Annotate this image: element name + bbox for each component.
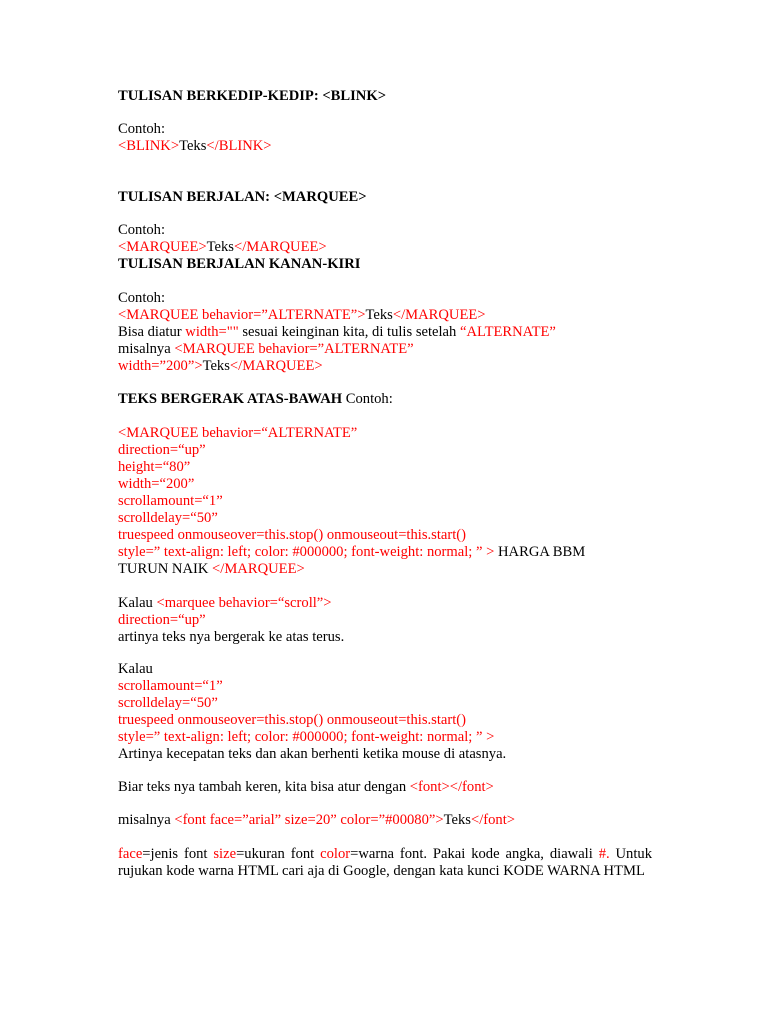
code-snippet: scrolldelay=“50”: [118, 510, 218, 526]
body-text: artinya teks nya bergerak ke atas terus.: [118, 629, 345, 645]
code-snippet: </font>: [470, 812, 515, 828]
code-snippet: </MARQUEE>: [233, 239, 327, 255]
code-snippet: </MARQUEE>: [392, 307, 486, 323]
code-snippet: <font face=”arial” size=20” color=”#00080”>: [174, 812, 444, 828]
body-text: sesuai keinginan kita, di tulis setelah: [238, 324, 460, 340]
code-snippet: </MARQUEE>: [229, 358, 323, 374]
body-text: =ukuran font: [236, 846, 321, 862]
code-snippet: width=”200”>: [118, 358, 203, 374]
code-snippet: </BLINK>: [206, 138, 272, 154]
code-snippet: <font></font>: [409, 779, 494, 795]
body-text: TULISAN BERJALAN: <MARQUEE>: [118, 189, 367, 205]
code-snippet: <MARQUEE>: [118, 239, 207, 255]
code-snippet: <BLINK>: [118, 138, 180, 154]
text-line: [118, 544, 585, 561]
code-snippet: style=” text-align: left; color: #000000; font-weight: normal; ” >: [118, 544, 495, 560]
body-text: TULISAN BERKEDIP-KEDIP: <BLINK>: [118, 88, 387, 104]
code-snippet: width="": [185, 324, 239, 340]
code-snippet: height=“80”: [118, 459, 191, 475]
code-snippet: <MARQUEE behavior=”ALTERNATE”: [174, 341, 414, 357]
text-line: [118, 729, 494, 746]
text-line: [118, 527, 466, 544]
text-line: [118, 121, 165, 138]
code-snippet: style=” text-align: left; color: #000000; font-weight: normal; ” >: [118, 729, 495, 745]
code-snippet: </MARQUEE>: [212, 561, 305, 577]
text-line: [118, 88, 386, 105]
body-text: Biar teks nya tambah keren, kita bisa atur dengan: [118, 779, 410, 795]
code-snippet: scrollamount=“1”: [118, 493, 223, 509]
code-snippet: #.: [598, 846, 610, 862]
body-text: Contoh:: [118, 290, 166, 306]
code-snippet: <MARQUEE behavior=“ALTERNATE”: [118, 425, 358, 441]
body-text: TURUN NAIK: [118, 561, 213, 577]
body-text: Contoh:: [118, 222, 166, 238]
body-text: Contoh:: [118, 121, 166, 137]
text-line: [118, 812, 515, 829]
text-line: [118, 779, 494, 796]
body-text: Contoh:: [342, 391, 393, 407]
text-line: [118, 476, 194, 493]
code-snippet: scrolldelay=“50”: [118, 695, 218, 711]
body-text: Teks: [365, 307, 393, 323]
text-line: [118, 510, 218, 527]
text-line: [118, 678, 223, 695]
body-text: Bisa diatur: [118, 324, 186, 340]
code-snippet: size: [213, 846, 237, 862]
text-line: [118, 493, 223, 510]
code-snippet: <MARQUEE behavior=”ALTERNATE”>: [118, 307, 366, 323]
code-snippet: face: [118, 846, 143, 862]
code-snippet: “ALTERNATE”: [459, 324, 556, 340]
text-line: [118, 595, 332, 612]
text-line: [118, 358, 323, 375]
code-snippet: <marquee behavior=“scroll”>: [156, 595, 332, 611]
body-text: misalnya: [118, 341, 175, 357]
code-snippet: scrollamount=“1”: [118, 678, 223, 694]
body-text: Teks: [179, 138, 207, 154]
body-text: Kalau: [118, 595, 157, 611]
code-snippet: direction=“up”: [118, 612, 206, 628]
text-line: [118, 561, 305, 578]
body-text: =jenis font: [142, 846, 214, 862]
body-text: Teks: [202, 358, 230, 374]
code-snippet: color: [320, 846, 351, 862]
body-text: HARGA BBM: [494, 544, 586, 560]
body-text: Untuk rujukan kode warna HTML cari aja di Google, dengan kata kunci KODE WARNA HTML: [118, 846, 653, 879]
text-line: [118, 612, 206, 629]
body-text: TULISAN BERJALAN KANAN-KIRI: [118, 256, 361, 272]
text-line: [118, 341, 414, 358]
text-line: [118, 442, 206, 459]
text-line: [118, 189, 367, 206]
text-line: [118, 712, 466, 729]
body-text: TEKS BERGERAK ATAS-BAWAH: [118, 391, 343, 407]
text-line: [118, 746, 506, 763]
code-snippet: direction=“up”: [118, 442, 206, 458]
text-line: [118, 290, 165, 307]
body-text: Artinya kecepatan teks dan akan berhenti ketika mouse di atasnya.: [118, 746, 507, 762]
text-line: [118, 425, 357, 442]
text-line: [118, 256, 360, 273]
body-text: Teks: [206, 239, 234, 255]
text-line: [118, 138, 272, 155]
code-snippet: width=“200”: [118, 476, 195, 492]
body-text: Kalau: [118, 661, 153, 677]
text-line: [118, 661, 153, 678]
code-snippet: truespeed onmouseover=this.stop() onmouseout=this.start(): [118, 527, 467, 543]
text-line: [118, 695, 218, 712]
body-text: =warna font. Pakai kode angka, diawali: [350, 846, 599, 862]
text-line: [118, 222, 165, 239]
text-line: [118, 324, 556, 341]
body-text: misalnya: [118, 812, 175, 828]
text-line: [118, 391, 393, 408]
text-line: [118, 459, 190, 476]
text-line: [118, 307, 486, 324]
text-line: [118, 629, 344, 646]
body-text: Teks: [443, 812, 471, 828]
code-snippet: truespeed onmouseover=this.stop() onmouseout=this.start(): [118, 712, 467, 728]
text-line: [118, 239, 327, 256]
text-line: [118, 846, 652, 880]
